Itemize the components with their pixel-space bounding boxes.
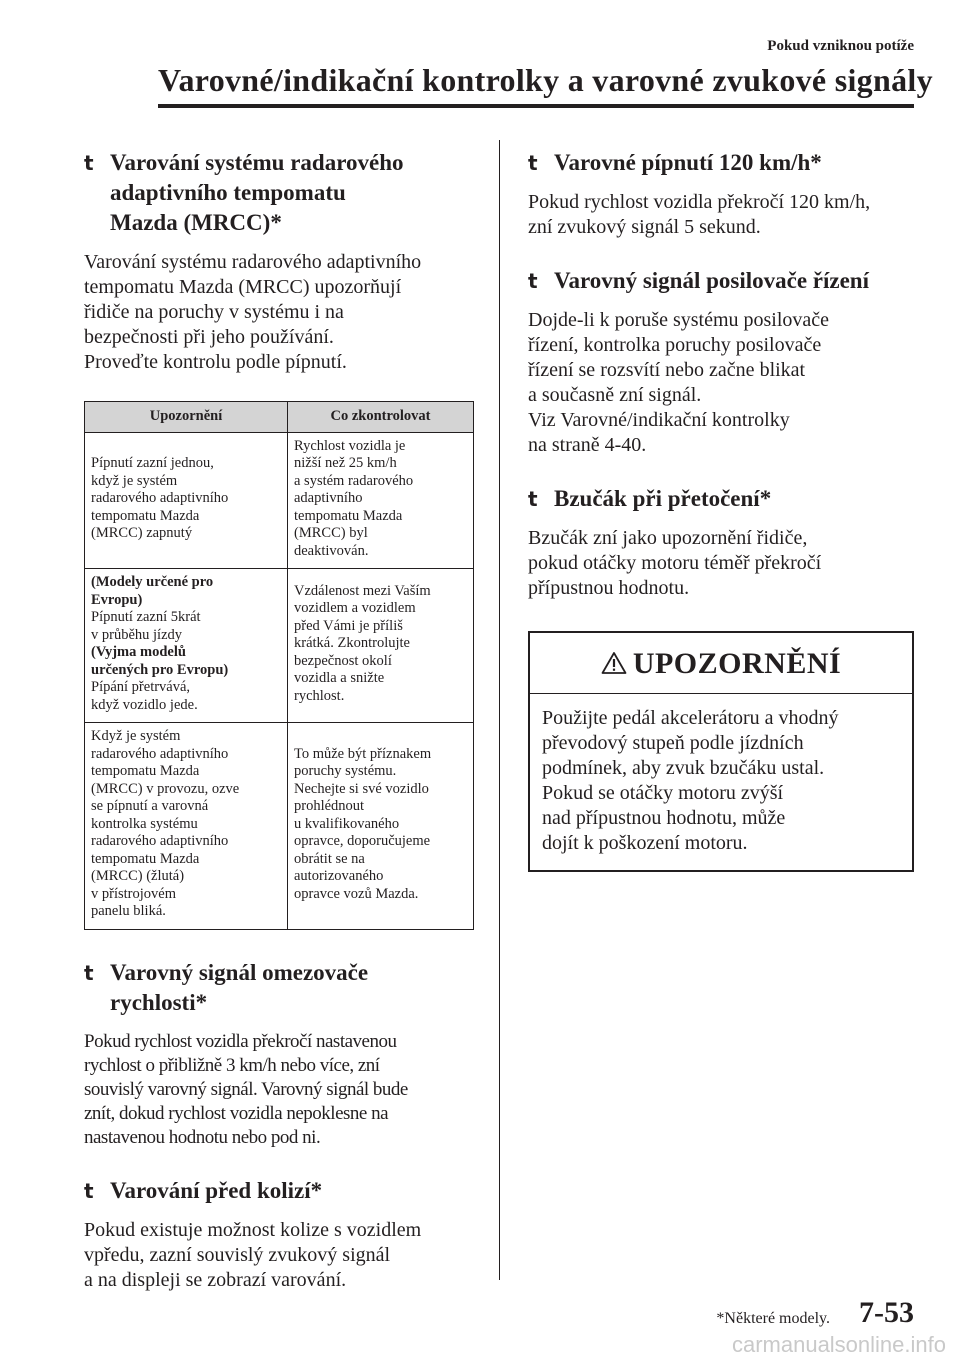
- header-rule: [158, 104, 914, 108]
- mrcc-heading-text: [110, 148, 474, 238]
- bullet-icon: t: [84, 960, 94, 985]
- text-line: řidiče na poruchy v systému i na: [84, 301, 344, 323]
- text-line: vozidlem a vozidlem: [294, 600, 416, 617]
- collision-heading-text: [110, 1176, 474, 1206]
- text-line: (MRCC) v provozu, ozve: [91, 780, 240, 797]
- text-line: v průběhu jízdy: [91, 626, 183, 643]
- text-line: deaktivován.: [294, 542, 369, 559]
- caution-box: [528, 631, 914, 872]
- overrev-heading: [528, 484, 914, 514]
- text-line: panelu bliká.: [91, 903, 166, 919]
- bullet-icon: t: [528, 269, 538, 293]
- text-line: a současně zní signál.: [528, 384, 702, 406]
- text-line: Pokud rychlost vozidla překročí 120 km/h,: [528, 191, 871, 213]
- text-line: nastavenou hodnotu nebo pod ni.: [84, 1126, 321, 1148]
- text-line: obrátit se na: [294, 850, 365, 867]
- text-line: bezpečnost okolí: [294, 652, 392, 669]
- bullet-icon: t: [528, 151, 538, 175]
- collision-text: [84, 1218, 474, 1293]
- text-line: (Vyjma modelů: [91, 644, 186, 660]
- bullet-icon: t: [84, 1178, 94, 1203]
- text-line: Pokud existuje možnost kolize s vozidlem: [84, 1218, 422, 1241]
- text-line: radarového adaptivního: [91, 490, 229, 506]
- table-header-row: [85, 402, 474, 433]
- watermark: carmanualsonline.info: [731, 1332, 946, 1357]
- text-line: dojít k poškození motoru.: [542, 832, 748, 854]
- text-line: Varovný signál posilovače řízení: [554, 268, 869, 293]
- page-title: Varovné/indikační kontrolky a varovné zvukové signály: [158, 62, 933, 98]
- text-line: radarového adaptivního: [91, 745, 229, 762]
- text-line: (MRCC) zapnutý: [91, 525, 193, 541]
- text-line: vpředu, zazní souvislý zvukový signál: [84, 1243, 391, 1266]
- text-line: (MRCC) byl: [294, 525, 368, 541]
- text-line: když je systém: [91, 472, 178, 489]
- text-line: Pípnutí zazní 5krát: [91, 609, 201, 625]
- table-row: [85, 432, 474, 569]
- warning-table: [84, 401, 474, 930]
- text-line: nad přípustnou hodnotu, může: [542, 807, 786, 829]
- steering-heading: [528, 266, 914, 296]
- text-line: Varovné pípnutí 120 km/h*: [554, 150, 822, 175]
- collision-heading: [84, 1176, 474, 1206]
- table-cell-warning: [85, 569, 288, 723]
- beep120-heading-text: [554, 148, 914, 178]
- text-line: radarového adaptivního: [91, 833, 229, 849]
- table-row: [85, 569, 474, 723]
- text-line: Pípání přetrvává,: [91, 679, 191, 695]
- text-line: řízení se rozsvítí nebo začne blikat: [528, 359, 806, 381]
- limiter-text: [84, 1030, 474, 1150]
- text-line: Varování před kolizí*: [110, 1177, 323, 1203]
- text-line: To může být příznakem: [294, 745, 432, 762]
- text-line: u kvalifikovaného: [294, 815, 400, 832]
- caution-title: UPOZORNĚNÍ: [632, 647, 842, 680]
- table-row: [85, 723, 474, 930]
- text-line: když vozidlo jede.: [91, 696, 198, 713]
- column-divider: [499, 140, 500, 1280]
- text-line: se pípnutí a varovná: [91, 798, 209, 814]
- text-line: (Modely určené pro: [91, 574, 214, 590]
- bullet-icon: t: [84, 151, 94, 175]
- table-cell-check: [288, 723, 474, 930]
- bullet-icon: t: [528, 487, 538, 511]
- text-line: tempomatu Mazda: [91, 763, 200, 779]
- text-line: tempomatu Mazda: [294, 507, 403, 524]
- non-europe-models-label: [91, 644, 281, 679]
- text-line: Rychlost vozidla je: [294, 437, 406, 454]
- overrev-text: [528, 526, 914, 601]
- warning-triangle-icon: [601, 651, 627, 675]
- left-column: [84, 148, 474, 1319]
- text-line: pokud otáčky motoru téměř překročí: [528, 552, 822, 574]
- text-line: opravce vozů Mazda.: [294, 885, 419, 902]
- mrcc-heading: [84, 148, 474, 238]
- text-line: (MRCC) (žlutá): [91, 868, 185, 884]
- caution-text: [530, 694, 912, 870]
- table-header-check: Co zkontrolovat: [288, 402, 474, 433]
- table-cell-check: [288, 432, 474, 569]
- text-line: krátká. Zkontrolujte: [294, 635, 410, 652]
- text-line: určených pro Evropu): [91, 661, 229, 678]
- overrev-heading-text: [554, 484, 914, 514]
- steering-text: [528, 308, 914, 458]
- text-line: Varování systému radarového: [110, 150, 404, 175]
- table-cell-check: [288, 569, 474, 723]
- text-line: Pípnutí zazní jednou,: [91, 455, 214, 471]
- limiter-heading: [84, 958, 474, 1018]
- caution-header: [530, 633, 912, 694]
- table-cell-warning: [85, 432, 288, 569]
- page-number: 7-53: [859, 1296, 914, 1329]
- beep120-heading: [528, 148, 914, 178]
- text-line: a na displeji se zobrazí varování.: [84, 1268, 347, 1291]
- text-line: rychlosti*: [110, 989, 208, 1015]
- europe-models-text: [91, 609, 281, 644]
- limiter-heading-text: [110, 958, 474, 1018]
- text-line: Použijte pedál akcelerátoru a vhodný: [542, 707, 839, 729]
- text-line: Pokud rychlost vozidla překročí nastavenou: [84, 1030, 397, 1052]
- text-line: převodový stupeň podle jízdních: [542, 732, 804, 754]
- text-line: Pokud se otáčky motoru zvýší: [542, 782, 784, 804]
- non-europe-models-text: [91, 679, 281, 714]
- europe-models-label: [91, 574, 281, 609]
- text-line: opravce, doporučujeme: [294, 833, 431, 849]
- text-line: Varovný signál omezovače: [110, 959, 369, 985]
- right-column: [528, 148, 914, 872]
- text-line: Dojde-li k poruše systému posilovače: [528, 309, 830, 331]
- text-line: bezpečnosti při jeho používání.: [84, 326, 334, 348]
- text-line: rychlost o přibližně 3 km/h nebo více, zní: [84, 1054, 380, 1076]
- header-section: Pokud vzniknou potíže: [767, 38, 914, 54]
- text-line: prohlédnout: [294, 798, 365, 814]
- text-line: Varování systému radarového adaptivního: [84, 251, 422, 273]
- text-line: adaptivního tempomatu: [110, 180, 346, 205]
- text-line: řízení, kontrolka poruchy posilovače: [528, 334, 822, 356]
- text-line: zní zvukový signál 5 sekund.: [528, 216, 761, 238]
- text-line: Bzučák zní jako upozornění řidiče,: [528, 527, 808, 549]
- text-line: v přístrojovém: [91, 885, 176, 902]
- text-line: kontrolka systému: [91, 815, 198, 832]
- text-line: Vzdálenost mezi Vaším: [294, 582, 431, 599]
- footer-note: *Některé modely.: [716, 1310, 830, 1327]
- text-line: rychlost.: [294, 687, 345, 704]
- text-line: Evropu): [91, 591, 143, 608]
- text-line: před Vámi je příliš: [294, 617, 403, 634]
- table-header-warning: Upozornění: [85, 402, 288, 433]
- text-line: přípustnou hodnotu.: [528, 577, 690, 599]
- text-line: znít, dokud rychlost vozidla nepoklesne na: [84, 1102, 389, 1124]
- text-line: Když je systém: [91, 728, 181, 744]
- text-line: Bzučák při přetočení*: [554, 486, 772, 511]
- text-line: tempomatu Mazda: [91, 507, 200, 524]
- text-line: tempomatu Mazda: [91, 850, 200, 867]
- text-line: Nechejte si své vozidlo: [294, 780, 429, 797]
- text-line: Mazda (MRCC)*: [110, 210, 282, 235]
- text-line: souvislý varovný signál. Varovný signál bude: [84, 1078, 408, 1100]
- text-line: a systém radarového: [294, 472, 414, 489]
- text-line: nižší než 25 km/h: [294, 455, 397, 471]
- beep120-text: [528, 190, 914, 240]
- text-line: na straně 4-40.: [528, 434, 647, 456]
- text-line: podmínek, aby zvuk bzučáku ustal.: [542, 757, 825, 779]
- steering-heading-text: [554, 266, 914, 296]
- text-line: adaptivního: [294, 490, 363, 506]
- text-line: tempomatu Mazda (MRCC) upozorňují: [84, 276, 402, 298]
- text-line: vozidla a snižte: [294, 670, 385, 687]
- text-line: autorizovaného: [294, 868, 384, 884]
- text-line: Proveďte kontrolu podle pípnutí.: [84, 351, 347, 373]
- table-cell-warning: [85, 723, 288, 930]
- text-line: poruchy systému.: [294, 763, 397, 779]
- text-line: Viz Varovné/indikační kontrolky: [528, 409, 790, 431]
- mrcc-text: [84, 250, 474, 375]
